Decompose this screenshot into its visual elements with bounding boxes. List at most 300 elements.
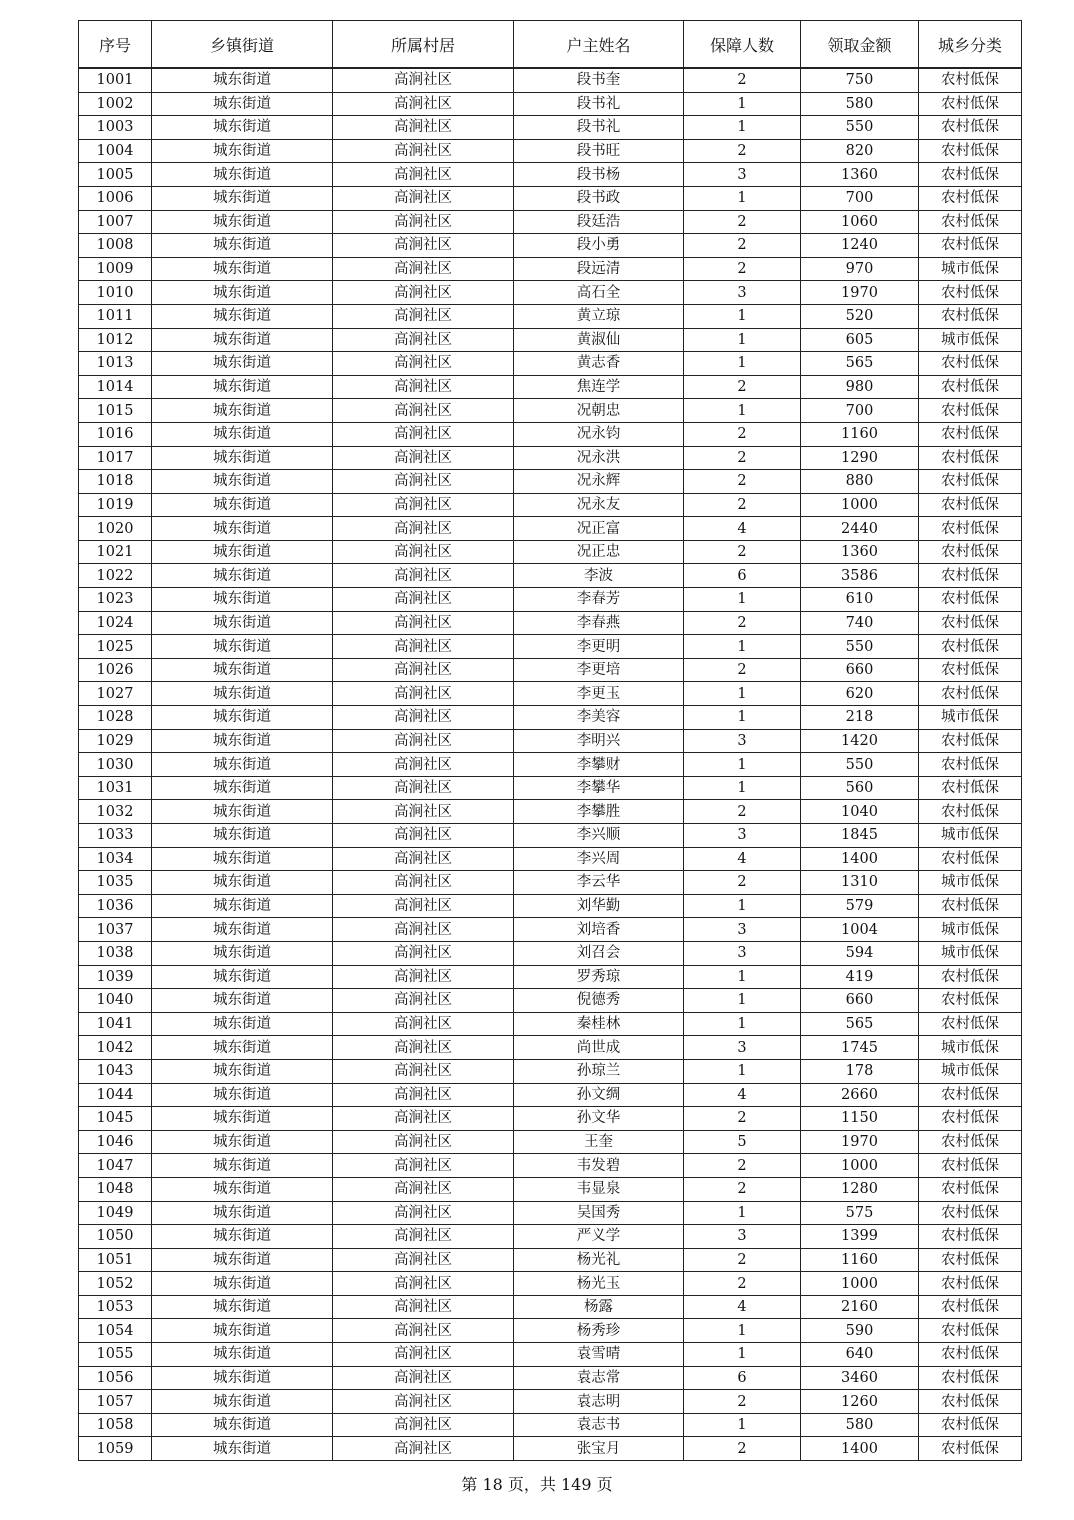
cell-index: 1024 [79,611,152,635]
cell-amount: 1400 [801,1437,919,1461]
cell-amount: 750 [801,68,919,92]
cell-category: 城市低保 [919,706,1022,730]
cell-category: 农村低保 [919,1107,1022,1131]
cell-householder: 段小勇 [514,234,684,258]
table-row [79,1201,1022,1225]
cell-persons: 2 [684,375,801,399]
cell-village: 高涧社区 [333,281,514,305]
cell-category: 农村低保 [919,375,1022,399]
cell-amount: 1260 [801,1390,919,1414]
cell-amount: 550 [801,116,919,140]
cell-township: 城东街道 [152,800,333,824]
cell-village: 高涧社区 [333,1201,514,1225]
cell-amount: 2660 [801,1083,919,1107]
cell-index: 1058 [79,1413,152,1437]
cell-category: 农村低保 [919,234,1022,258]
cell-village: 高涧社区 [333,1083,514,1107]
cell-amount: 980 [801,375,919,399]
cell-category: 农村低保 [919,1083,1022,1107]
cell-township: 城东街道 [152,1248,333,1272]
cell-persons: 4 [684,847,801,871]
cell-householder: 段书政 [514,186,684,210]
cell-householder: 李攀胜 [514,800,684,824]
cell-persons: 2 [684,234,801,258]
cell-township: 城东街道 [152,422,333,446]
cell-village: 高涧社区 [333,706,514,730]
cell-persons: 2 [684,1177,801,1201]
cell-village: 高涧社区 [333,517,514,541]
cell-amount: 520 [801,304,919,328]
cell-householder: 李明兴 [514,729,684,753]
cell-amount: 550 [801,753,919,777]
cell-index: 1034 [79,847,152,871]
header-cell-persons: 保障人数 [684,21,801,69]
cell-village: 高涧社区 [333,965,514,989]
table-row [79,1248,1022,1272]
cell-township: 城东街道 [152,139,333,163]
cell-amount: 178 [801,1059,919,1083]
cell-amount: 700 [801,186,919,210]
cell-township: 城东街道 [152,493,333,517]
cell-township: 城东街道 [152,635,333,659]
cell-persons: 1 [684,92,801,116]
cell-amount: 1000 [801,1272,919,1296]
cell-persons: 1 [684,635,801,659]
cell-township: 城东街道 [152,163,333,187]
table-row [79,139,1022,163]
cell-category: 农村低保 [919,116,1022,140]
cell-persons: 2 [684,1272,801,1296]
cell-index: 1008 [79,234,152,258]
cell-category: 农村低保 [919,540,1022,564]
cell-township: 城东街道 [152,92,333,116]
table-row [79,1366,1022,1390]
table-row [79,1319,1022,1343]
cell-village: 高涧社区 [333,257,514,281]
cell-persons: 6 [684,564,801,588]
cell-persons: 1 [684,753,801,777]
cell-householder: 段廷浩 [514,210,684,234]
table-row [79,1036,1022,1060]
cell-village: 高涧社区 [333,493,514,517]
cell-category: 农村低保 [919,470,1022,494]
cell-category: 农村低保 [919,682,1022,706]
cell-category: 农村低保 [919,753,1022,777]
cell-category: 城市低保 [919,1059,1022,1083]
cell-householder: 杨露 [514,1295,684,1319]
cell-persons: 2 [684,1154,801,1178]
table-row [79,847,1022,871]
cell-persons: 2 [684,540,801,564]
cell-index: 1004 [79,139,152,163]
cell-persons: 3 [684,918,801,942]
cell-persons: 1 [684,1413,801,1437]
cell-index: 1028 [79,706,152,730]
table-row [79,611,1022,635]
cell-category: 农村低保 [919,1130,1022,1154]
cell-amount: 580 [801,92,919,116]
cell-householder: 黄淑仙 [514,328,684,352]
cell-village: 高涧社区 [333,918,514,942]
cell-index: 1029 [79,729,152,753]
cell-persons: 1 [684,682,801,706]
cell-category: 农村低保 [919,729,1022,753]
cell-householder: 李更玉 [514,682,684,706]
cell-village: 高涧社区 [333,824,514,848]
cell-amount: 970 [801,257,919,281]
cell-persons: 1 [684,186,801,210]
cell-index: 1051 [79,1248,152,1272]
cell-township: 城东街道 [152,1154,333,1178]
cell-village: 高涧社区 [333,116,514,140]
cell-township: 城东街道 [152,1012,333,1036]
table-row [79,871,1022,895]
cell-index: 1010 [79,281,152,305]
cell-householder: 杨秀珍 [514,1319,684,1343]
table-row [79,1154,1022,1178]
table-row [79,1295,1022,1319]
table-row [79,517,1022,541]
cell-village: 高涧社区 [333,588,514,612]
cell-category: 农村低保 [919,1343,1022,1367]
cell-index: 1044 [79,1083,152,1107]
cell-township: 城东街道 [152,729,333,753]
cell-village: 高涧社区 [333,729,514,753]
cell-index: 1013 [79,352,152,376]
cell-amount: 1000 [801,493,919,517]
cell-persons: 2 [684,446,801,470]
cell-householder: 段书礼 [514,116,684,140]
cell-category: 农村低保 [919,564,1022,588]
header-row [79,21,1022,69]
cell-village: 高涧社区 [333,422,514,446]
cell-amount: 660 [801,989,919,1013]
table-row [79,706,1022,730]
cell-amount: 3460 [801,1366,919,1390]
cell-category: 农村低保 [919,1272,1022,1296]
cell-index: 1006 [79,186,152,210]
cell-village: 高涧社区 [333,139,514,163]
table-row [79,635,1022,659]
cell-village: 高涧社区 [333,658,514,682]
cell-index: 1015 [79,399,152,423]
cell-category: 农村低保 [919,139,1022,163]
cell-persons: 1 [684,1343,801,1367]
cell-index: 1027 [79,682,152,706]
cell-village: 高涧社区 [333,941,514,965]
cell-amount: 1040 [801,800,919,824]
cell-persons: 3 [684,824,801,848]
cell-township: 城东街道 [152,1201,333,1225]
cell-index: 1001 [79,68,152,92]
table-row [79,1272,1022,1296]
cell-category: 农村低保 [919,68,1022,92]
cell-amount: 2160 [801,1295,919,1319]
cell-village: 高涧社区 [333,1390,514,1414]
table-row [79,918,1022,942]
cell-amount: 740 [801,611,919,635]
data-table [78,20,1022,1461]
cell-householder: 李春芳 [514,588,684,612]
cell-amount: 1845 [801,824,919,848]
cell-index: 1057 [79,1390,152,1414]
cell-category: 农村低保 [919,517,1022,541]
cell-village: 高涧社区 [333,1107,514,1131]
cell-index: 1053 [79,1295,152,1319]
cell-householder: 李波 [514,564,684,588]
cell-category: 农村低保 [919,163,1022,187]
cell-householder: 况永钧 [514,422,684,446]
table-row [79,470,1022,494]
cell-persons: 2 [684,611,801,635]
cell-village: 高涧社区 [333,1343,514,1367]
cell-amount: 700 [801,399,919,423]
cell-householder: 袁志书 [514,1413,684,1437]
cell-householder: 况永洪 [514,446,684,470]
cell-householder: 黄立琼 [514,304,684,328]
table-row [79,564,1022,588]
cell-householder: 况朝忠 [514,399,684,423]
cell-persons: 1 [684,965,801,989]
cell-category: 农村低保 [919,847,1022,871]
cell-township: 城东街道 [152,776,333,800]
cell-index: 1036 [79,894,152,918]
table-row [79,588,1022,612]
cell-township: 城东街道 [152,234,333,258]
cell-index: 1022 [79,564,152,588]
cell-householder: 孙琼兰 [514,1059,684,1083]
cell-index: 1032 [79,800,152,824]
cell-persons: 1 [684,1319,801,1343]
cell-amount: 605 [801,328,919,352]
cell-category: 农村低保 [919,304,1022,328]
cell-householder: 刘召会 [514,941,684,965]
cell-township: 城东街道 [152,753,333,777]
cell-category: 城市低保 [919,328,1022,352]
cell-township: 城东街道 [152,1390,333,1414]
table-row [79,1107,1022,1131]
cell-index: 1003 [79,116,152,140]
cell-category: 农村低保 [919,894,1022,918]
cell-householder: 况正富 [514,517,684,541]
page-footer: 第 18 页，共 149 页 [461,1475,613,1494]
table-row [79,1225,1022,1249]
table-row [79,1177,1022,1201]
header-cell-amount: 领取金额 [801,21,919,69]
cell-township: 城东街道 [152,1177,333,1201]
cell-township: 城东街道 [152,1319,333,1343]
cell-index: 1026 [79,658,152,682]
cell-category: 农村低保 [919,352,1022,376]
cell-householder: 袁志明 [514,1390,684,1414]
cell-persons: 2 [684,871,801,895]
cell-township: 城东街道 [152,894,333,918]
cell-householder: 段书礼 [514,92,684,116]
cell-township: 城东街道 [152,824,333,848]
cell-village: 高涧社区 [333,328,514,352]
cell-index: 1038 [79,941,152,965]
cell-persons: 1 [684,706,801,730]
cell-township: 城东街道 [152,1343,333,1367]
table-row [79,304,1022,328]
cell-township: 城东街道 [152,68,333,92]
cell-township: 城东街道 [152,1295,333,1319]
table-row [79,1413,1022,1437]
cell-village: 高涧社区 [333,68,514,92]
cell-township: 城东街道 [152,1272,333,1296]
cell-householder: 李云华 [514,871,684,895]
cell-village: 高涧社区 [333,611,514,635]
cell-persons: 2 [684,139,801,163]
cell-category: 城市低保 [919,918,1022,942]
cell-village: 高涧社区 [333,1059,514,1083]
cell-category: 农村低保 [919,776,1022,800]
cell-index: 1042 [79,1036,152,1060]
cell-index: 1021 [79,540,152,564]
cell-village: 高涧社区 [333,682,514,706]
table-row [79,753,1022,777]
cell-township: 城东街道 [152,871,333,895]
cell-category: 农村低保 [919,1295,1022,1319]
cell-index: 1014 [79,375,152,399]
cell-index: 1030 [79,753,152,777]
table-row [79,446,1022,470]
cell-village: 高涧社区 [333,847,514,871]
cell-householder: 李更培 [514,658,684,682]
table-row [79,658,1022,682]
cell-township: 城东街道 [152,611,333,635]
table-row [79,1130,1022,1154]
cell-village: 高涧社区 [333,399,514,423]
cell-persons: 4 [684,1083,801,1107]
cell-householder: 韦显泉 [514,1177,684,1201]
cell-index: 1005 [79,163,152,187]
cell-village: 高涧社区 [333,753,514,777]
cell-category: 农村低保 [919,422,1022,446]
cell-index: 1059 [79,1437,152,1461]
cell-householder: 袁雪晴 [514,1343,684,1367]
cell-amount: 2440 [801,517,919,541]
table-row [79,281,1022,305]
cell-index: 1019 [79,493,152,517]
table-row [79,894,1022,918]
cell-householder: 秦桂林 [514,1012,684,1036]
cell-village: 高涧社区 [333,1413,514,1437]
cell-index: 1050 [79,1225,152,1249]
table-row [79,234,1022,258]
table-row [79,68,1022,92]
cell-village: 高涧社区 [333,1437,514,1461]
header-cell-township: 乡镇街道 [152,21,333,69]
table-row [79,328,1022,352]
cell-householder: 倪德秀 [514,989,684,1013]
table-row [79,965,1022,989]
table-row [79,1012,1022,1036]
table-row [79,352,1022,376]
cell-persons: 1 [684,1059,801,1083]
cell-category: 农村低保 [919,92,1022,116]
cell-township: 城东街道 [152,1366,333,1390]
cell-amount: 565 [801,352,919,376]
cell-amount: 550 [801,635,919,659]
cell-amount: 218 [801,706,919,730]
cell-persons: 2 [684,1107,801,1131]
cell-township: 城东街道 [152,847,333,871]
table-row [79,989,1022,1013]
cell-village: 高涧社区 [333,776,514,800]
cell-amount: 1400 [801,847,919,871]
cell-index: 1023 [79,588,152,612]
cell-township: 城东街道 [152,1036,333,1060]
cell-persons: 1 [684,776,801,800]
cell-householder: 杨光礼 [514,1248,684,1272]
cell-village: 高涧社区 [333,92,514,116]
cell-amount: 1150 [801,1107,919,1131]
table-row [79,776,1022,800]
cell-amount: 1240 [801,234,919,258]
cell-category: 农村低保 [919,186,1022,210]
table-row [79,729,1022,753]
cell-amount: 1420 [801,729,919,753]
cell-persons: 3 [684,163,801,187]
cell-township: 城东街道 [152,1413,333,1437]
cell-township: 城东街道 [152,281,333,305]
cell-township: 城东街道 [152,918,333,942]
cell-householder: 孙文华 [514,1107,684,1131]
cell-village: 高涧社区 [333,871,514,895]
cell-category: 农村低保 [919,1437,1022,1461]
cell-index: 1025 [79,635,152,659]
cell-persons: 2 [684,1248,801,1272]
cell-householder: 高石全 [514,281,684,305]
cell-persons: 6 [684,1366,801,1390]
cell-persons: 1 [684,352,801,376]
cell-amount: 1160 [801,1248,919,1272]
header-cell-householder: 户主姓名 [514,21,684,69]
cell-category: 农村低保 [919,1413,1022,1437]
cell-persons: 5 [684,1130,801,1154]
cell-householder: 尚世成 [514,1036,684,1060]
cell-category: 农村低保 [919,588,1022,612]
cell-householder: 杨光玉 [514,1272,684,1296]
cell-index: 1043 [79,1059,152,1083]
cell-householder: 段书奎 [514,68,684,92]
cell-village: 高涧社区 [333,989,514,1013]
cell-category: 农村低保 [919,1225,1022,1249]
cell-amount: 1160 [801,422,919,446]
cell-township: 城东街道 [152,588,333,612]
cell-householder: 刘华勤 [514,894,684,918]
cell-township: 城东街道 [152,210,333,234]
cell-village: 高涧社区 [333,210,514,234]
cell-householder: 李攀财 [514,753,684,777]
cell-persons: 2 [684,68,801,92]
cell-amount: 3586 [801,564,919,588]
cell-township: 城东街道 [152,446,333,470]
cell-township: 城东街道 [152,1130,333,1154]
table-row [79,257,1022,281]
cell-index: 1049 [79,1201,152,1225]
cell-amount: 1399 [801,1225,919,1249]
cell-category: 城市低保 [919,824,1022,848]
cell-index: 1041 [79,1012,152,1036]
cell-township: 城东街道 [152,470,333,494]
cell-township: 城东街道 [152,965,333,989]
cell-householder: 韦发碧 [514,1154,684,1178]
cell-householder: 李春燕 [514,611,684,635]
cell-village: 高涧社区 [333,375,514,399]
cell-amount: 1970 [801,1130,919,1154]
